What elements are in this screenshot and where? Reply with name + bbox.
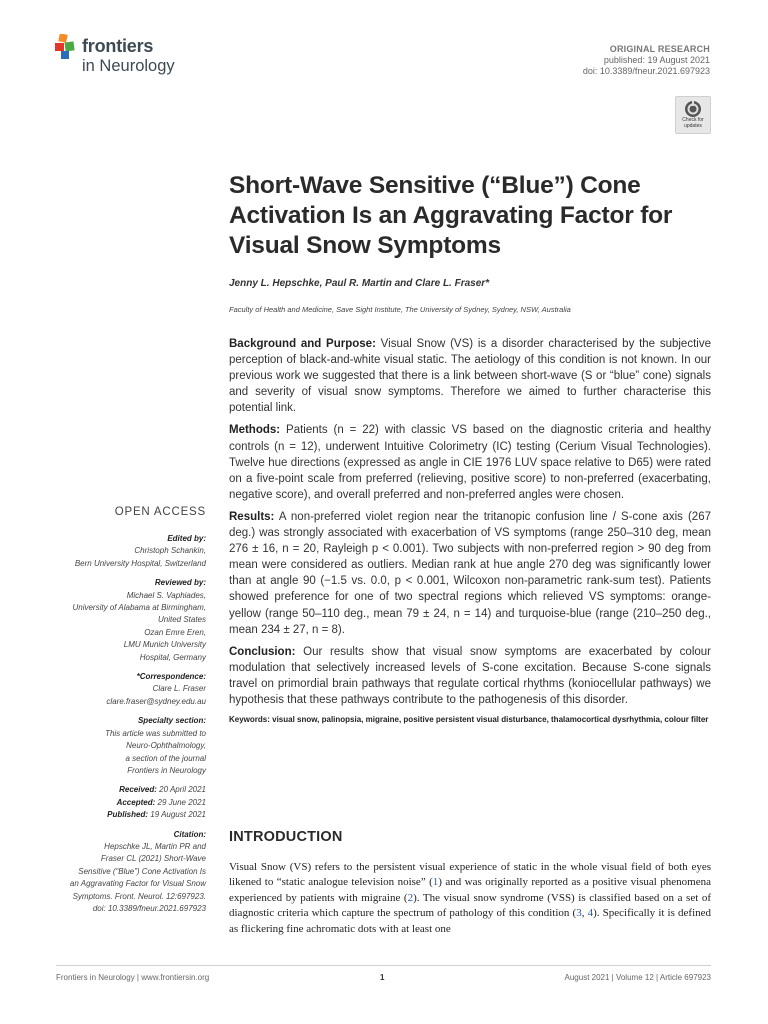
specialty-block [40,715,206,777]
check-badge-label: Check for updates [682,117,704,129]
published-date-sidebar: Published: 19 August 2021 [107,810,206,820]
citation-heading: Citation: [173,829,206,839]
page-number: 1 [380,973,385,982]
citation-link[interactable]: 1 [432,876,439,889]
reviewer-affiliation: LMU Munich University [123,640,206,650]
background-heading: Background and Purpose: [229,338,376,350]
conclusion-text: Our results show that visual snow symptoms are exacerbated by colour modulation that selectively increased levels of S-cone excitation. Because S-cone signals travel on primordial brain pathways that regulate cortical rhythms (koniocellular pathways) we hypothesis that these pathways contribute to the pathogenesis of this disorder. [229,645,711,706]
reviewer-name[interactable]: Michael S. Vaphiades, [126,590,206,600]
logo-journal-name: in Neurology [82,57,175,75]
keywords: Keywords: visual snow, palinopsia, migraine, positive persistent visual disturbance, thalamocortical dysrhythmia, colour filter [229,715,709,725]
dates-block [40,784,206,821]
editor-name[interactable]: Christoph Schankin, [134,546,206,556]
article-type: ORIGINAL RESEARCH [609,44,710,54]
open-access-label: OPEN ACCESS [114,506,206,518]
abstract-background [229,336,711,416]
specialty-line: This article was submitted to [105,728,206,738]
intro-text-3: ). The visual snow syndrome (VSS) is classified based on a set of diagnostic criteria which capture the spectrum of pathology of this condition ( [229,891,711,920]
abstract-conclusion [229,644,711,708]
reviewed-by-heading: Reviewed by: [154,578,206,588]
reviewed-by-block [40,577,206,664]
reviewer-affiliation: Hospital, Germany [139,652,206,662]
editor-affiliation: Bern University Hospital, Switzerland [74,558,206,568]
edited-by-block [40,533,206,570]
citation-link[interactable]: 2 [407,891,414,904]
received-date: Received: 20 April 2021 [119,785,206,795]
specialty-line: a section of the journal [125,753,206,763]
frontiers-logo-icon [55,34,79,60]
specialty-line: Neuro-Ophthalmology, [126,741,206,751]
article-doi[interactable]: doi: 10.3389/fneur.2021.697923 [582,66,710,76]
citation-doi[interactable]: doi: 10.3389/fneur.2021.697923 [92,903,206,913]
citation-link[interactable]: 3 [576,907,582,920]
intro-text-2: ) and was originally reported as a positive visual phenomena experienced by patients with migraine ( [229,876,711,904]
introduction-heading: INTRODUCTION [229,829,343,845]
check-updates-icon [684,100,702,118]
specialty-line: Frontiers in Neurology [127,765,206,775]
intro-text-5: ). Specifically it is defined as flickering fine achromatic dots with at least one [229,907,712,935]
citation-line: Symptoms. Front. Neurol. 12:697923. [72,891,206,901]
citation-link[interactable]: 4 [587,907,594,920]
citation-block [40,829,206,916]
citation-line: Hepschke JL, Martin PR and [104,841,206,851]
abstract-results [229,509,711,638]
results-text: A non-preferred violet region near the tritanopic confusion line / S-cone axis (267 deg.) was strongly associated with exacerbation of VS symptoms (range 250–310 deg, mean 276 ± 16, n = 20, Rayleigh p < 0.001). Two subjects with non-preferred region > 90 deg from mean were considered as outliers. Median rank at hue angle 270 deg was significantly lower than at angle 90 (−1.5 vs. 0.0, p < 0.001, Wilcoxon non-parametric rank-sum test). Patients showed preference for one of two spectral regions which relieved VS symptoms: orange-yellow (range 50–110 deg., mean 79 ± 24, n = 14) and turquoise-blue (range (210–250 deg., mean 234 ± 27, n = 8). [229,510,711,636]
check-for-updates-badge[interactable] [675,96,711,134]
accepted-date: Accepted: 29 June 2021 [116,797,206,807]
affiliation: Faculty of Health and Medicine, Save Sight Institute, The University of Sydney, Sydney, NSW, Australia [229,305,571,314]
reviewer-affiliation: United States [157,615,206,625]
journal-logo[interactable] [55,32,195,80]
citation-line: an Aggravating Factor for Visual Snow [69,879,206,889]
correspondence-name: Clare L. Fraser [152,684,206,694]
specialty-heading: Specialty section: [137,716,206,726]
logo-brand: frontiers [82,36,154,56]
article-info-sidebar [40,533,206,922]
citation-line: Fraser CL (2021) Short-Wave [100,854,206,864]
reviewer-affiliation: University of Alabama at Birmingham, [72,603,206,613]
footer-journal-link[interactable]: Frontiers in Neurology | www.frontiersin.org [56,973,210,982]
article-title: Short-Wave Sensitive (“Blue”) Cone Activation Is an Aggravating Factor for Visual Snow Symptoms [229,172,673,259]
introduction-text [229,860,711,937]
correspondence-heading: *Correspondence: [136,672,206,682]
reviewer-name[interactable]: Ozan Emre Eren, [144,627,206,637]
footer-divider [56,965,711,966]
methods-text: Patients (n = 22) with classic VS based on the diagnostic criteria and healthy controls (n = 12), underwent Intuitive Colorimetry (IC) testing (Cerium Visual Technologies). Twelve hue directions (expressed as angle in CIE 1976 LUV space relative to D65) were rated on a five-point scale from preferred (relieving, positive score) to non-preferred (exacerbating, negative score), and overall preferred and non-preferred angles were chosen. [229,424,711,501]
abstract [229,336,711,725]
footer-issue-info: August 2021 | Volume 12 | Article 697923 [564,973,711,982]
results-heading: Results: [229,510,275,523]
background-text: Visual Snow (VS) is a disorder characterised by the subjective perception of black-and-white visual static. The aetiology of this condition is not known. In our previous work we suggested that there is a link between short-wave (S or “blue” cone) signals and severity of visual snow symptoms. Therefore we aimed to further characterise this potential link. [229,338,711,415]
author-list[interactable]: Jenny L. Hepschke, Paul R. Martin and Clare L. Fraser* [229,278,490,289]
abstract-methods [229,422,711,502]
intro-text-4: , [581,907,588,920]
published-date: published: 19 August 2021 [603,55,710,65]
edited-by-heading: Edited by: [167,534,206,543]
correspondence-email[interactable]: clare.fraser@sydney.edu.au [106,696,206,706]
article-meta [583,44,710,77]
methods-heading: Methods: [229,424,281,437]
conclusion-heading: Conclusion: [229,645,296,658]
citation-line: Sensitive (“Blue”) Cone Activation Is [78,866,206,876]
correspondence-block [40,671,206,708]
intro-text-1: Visual Snow (VS) refers to the persistent visual experience of static in the whole visual field of both eyes likened to “static analogue television noise” ( [229,861,711,889]
